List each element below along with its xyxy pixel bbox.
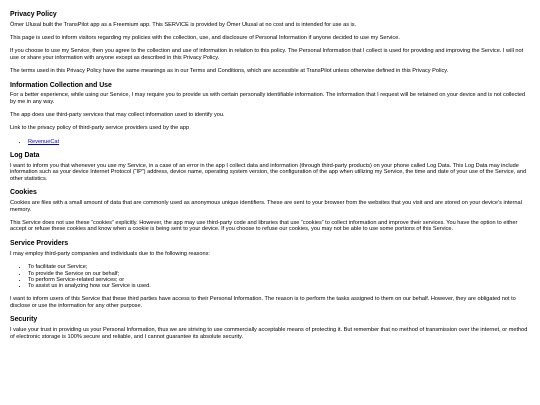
third-party-links-list: [10, 139, 530, 145]
section-paragraph: I want to inform you that whenever you use my Service, in a case of an error in the app I collect data and information (through third-party products) on your phone called Log Data. This Log Data may include information such as your device Internet Protocol (“IP”) address, device name, operating system version, the configuration of the app when utilizing my Service, the time and date of your use of the Service, and other statistics.: [10, 162, 527, 182]
list-item: • To facilitate our Service;: [28, 264, 530, 270]
list-item: • To provide the Service on our behalf;: [28, 271, 530, 277]
section-heading-log-data: Log Data: [10, 151, 40, 159]
list-item: • To assist us in analyzing how our Service is used.: [28, 283, 530, 289]
section-paragraph: I want to inform users of this Service that these third parties have access to their Personal Information. The reason is to perform the tasks assigned to them on our behalf. However, they are obligated not to disclose or use the information for any other purpose.: [10, 296, 516, 309]
section-paragraph: For a better experience, while using our Service, I may require you to provide us with certain personally identifiable information. The information that I request will be retained on your device and is not collected by me in any way.: [10, 92, 526, 105]
intro-paragraph: If you choose to use my Service, then you agree to the collection and use of information in relation to this policy. The Personal Information that I collect is used for providing and improving the Service. I will not use or share your information with anyone except as described in this Privacy Policy.: [10, 48, 524, 61]
section-paragraph: The app does use third-party services that may collect information used to identify you.: [10, 112, 225, 119]
list-item: [28, 139, 530, 145]
page-title: Privacy Policy: [10, 11, 57, 18]
section-heading-information-collection: Information Collection and Use: [10, 81, 112, 89]
intro-paragraph: This page is used to inform visitors regarding my policies with the collection, use, and disclosure of Personal Information if anyone decided to use my Service.: [10, 35, 400, 42]
section-paragraph: Link to the privacy policy of third-party service providers used by the app: [10, 125, 190, 132]
section-paragraph: Cookies are files with a small amount of data that are commonly used as anonymous unique identifiers. These are sent to your browser from the websites that you visit and are stored on your device's internal memory.: [10, 200, 522, 213]
section-heading-security: Security: [10, 316, 38, 324]
section-paragraph: I value your trust in providing us your Personal Information, thus we are striving to use commercially acceptable means of protecting it. But remember that no method of transmission over the internet, or method of electronic storage is 100% secure and reliable, and I cannot guarantee its absolute security.: [10, 327, 528, 340]
list-item: • To perform Service-related services; or: [28, 277, 530, 283]
section-heading-cookies: Cookies: [10, 189, 37, 197]
intro-paragraph: Ömer Ulusal built the TransPilot app as a Freemium app. This SERVICE is provided by Ömer Ulusal at no cost and is intended for use as is.: [10, 21, 357, 28]
section-paragraph: This Service does not use these “cookies” explicitly. However, the app may use third-party code and libraries that use “cookies” to collect information and improve their services. You have the option to either accept or refuse these cookies and know when a cookie is being sent to your device. If you choose to refuse our cookies, you may not be able to use some portions of this Service.: [10, 219, 518, 233]
section-heading-service-providers: Service Providers: [10, 239, 69, 247]
revenuecat-link[interactable]: RevenueCat: [28, 138, 60, 145]
section-paragraph: I may employ third-party companies and individuals due to the following reasons:: [10, 250, 210, 257]
intro-paragraph: The terms used in this Privacy Policy have the same meanings as in our Terms and Conditions, which are accessible at TransPilot unless otherwise defined in this Privacy Policy.: [10, 68, 449, 74]
service-provider-reasons-list: [10, 264, 530, 290]
